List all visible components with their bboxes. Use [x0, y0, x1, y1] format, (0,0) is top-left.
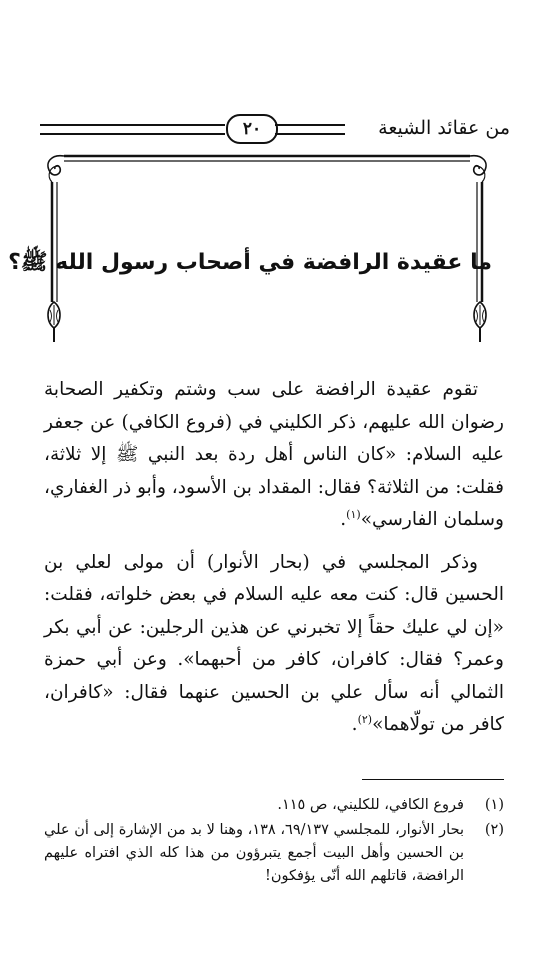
footnote	[44, 794, 504, 817]
footnote-number: (٢)	[484, 822, 504, 838]
footnote	[44, 819, 504, 888]
footnote-divider	[362, 779, 504, 780]
paragraph-text: وذكر المجلسي في (بحار الأنوار) أن مولى لعلي بن الحسين قال: كنت معه عليه السلام في بعض خلواته، فقلت: «إن لي عليك حقاً إلا تخبرني عن هذين الرجلين: عن أبي بكر وعمر؟ فقال: كافران، كافر من أحبهما». وعن أبي حمزة الثمالي أنه سأل علي بن الحسين عنهما فقال: «كافران، كافر من تولّاهما»	[44, 551, 504, 735]
footnote-number: (١)	[484, 797, 504, 813]
paragraph-text: تقوم عقيدة الرافضة على سب وشتم وتكفير الصحابة رضوان الله عليهم، ذكر الكليني في (فروع الكافي) عن جعفر عليه السلام: «كان الناس أهل ردة بعد النبي ﷺ إلا ثلاثة، فقلت: من الثلاثة؟ فقال: المقداد بن الأسود، وأبو ذر الغفاري، وسلمان الفارسي»	[44, 379, 504, 530]
body-text	[44, 374, 504, 752]
paragraph: تقوم عقيدة الرافضة على سب وشتم وتكفير الصحابة رضوان الله عليهم، ذكر الكليني في (فروع الكافي) عن جعفر عليه السلام: «كان الناس أهل ردة بعد النبي ﷺ إلا ثلاثة، فقلت: من الثلاثة؟ فقال: المقداد بن الأسود، وأبو ذر الغفاري، وسلمان الفارسي»$^{(١)}$.	[44, 379, 504, 530]
paragraph-end-mark: .	[351, 714, 358, 735]
footnote-text: فروع الكافي، للكليني، ص ١١٥.	[277, 797, 464, 813]
running-title: من عقائد الشيعة	[378, 117, 510, 139]
page-number: ٢٠	[226, 114, 278, 144]
header-rule-left	[40, 124, 225, 135]
footnote-text: بحار الأنوار، للمجلسي ٦٩/١٣٧، ١٣٨، وهنا لا بد من الإشارة إلى أن علي بن الحسين وأهل البيت أجمع يتبرؤون من هذا كله الذي افتراه عليهم الرافضة، قاتلهم الله أنّى يؤفكون!	[44, 822, 464, 884]
chapter-title-frame	[8, 152, 492, 348]
footnote-ref: (٢)	[357, 712, 373, 726]
paragraph	[44, 547, 504, 742]
header-rule-right	[275, 124, 345, 135]
chapter-title: ما عقيدة الرافضة في أصحاب رسول الله ﷺ؟	[8, 250, 492, 275]
footnote-ref: (١)	[346, 507, 361, 521]
running-header	[40, 116, 510, 140]
footnotes	[44, 794, 504, 890]
